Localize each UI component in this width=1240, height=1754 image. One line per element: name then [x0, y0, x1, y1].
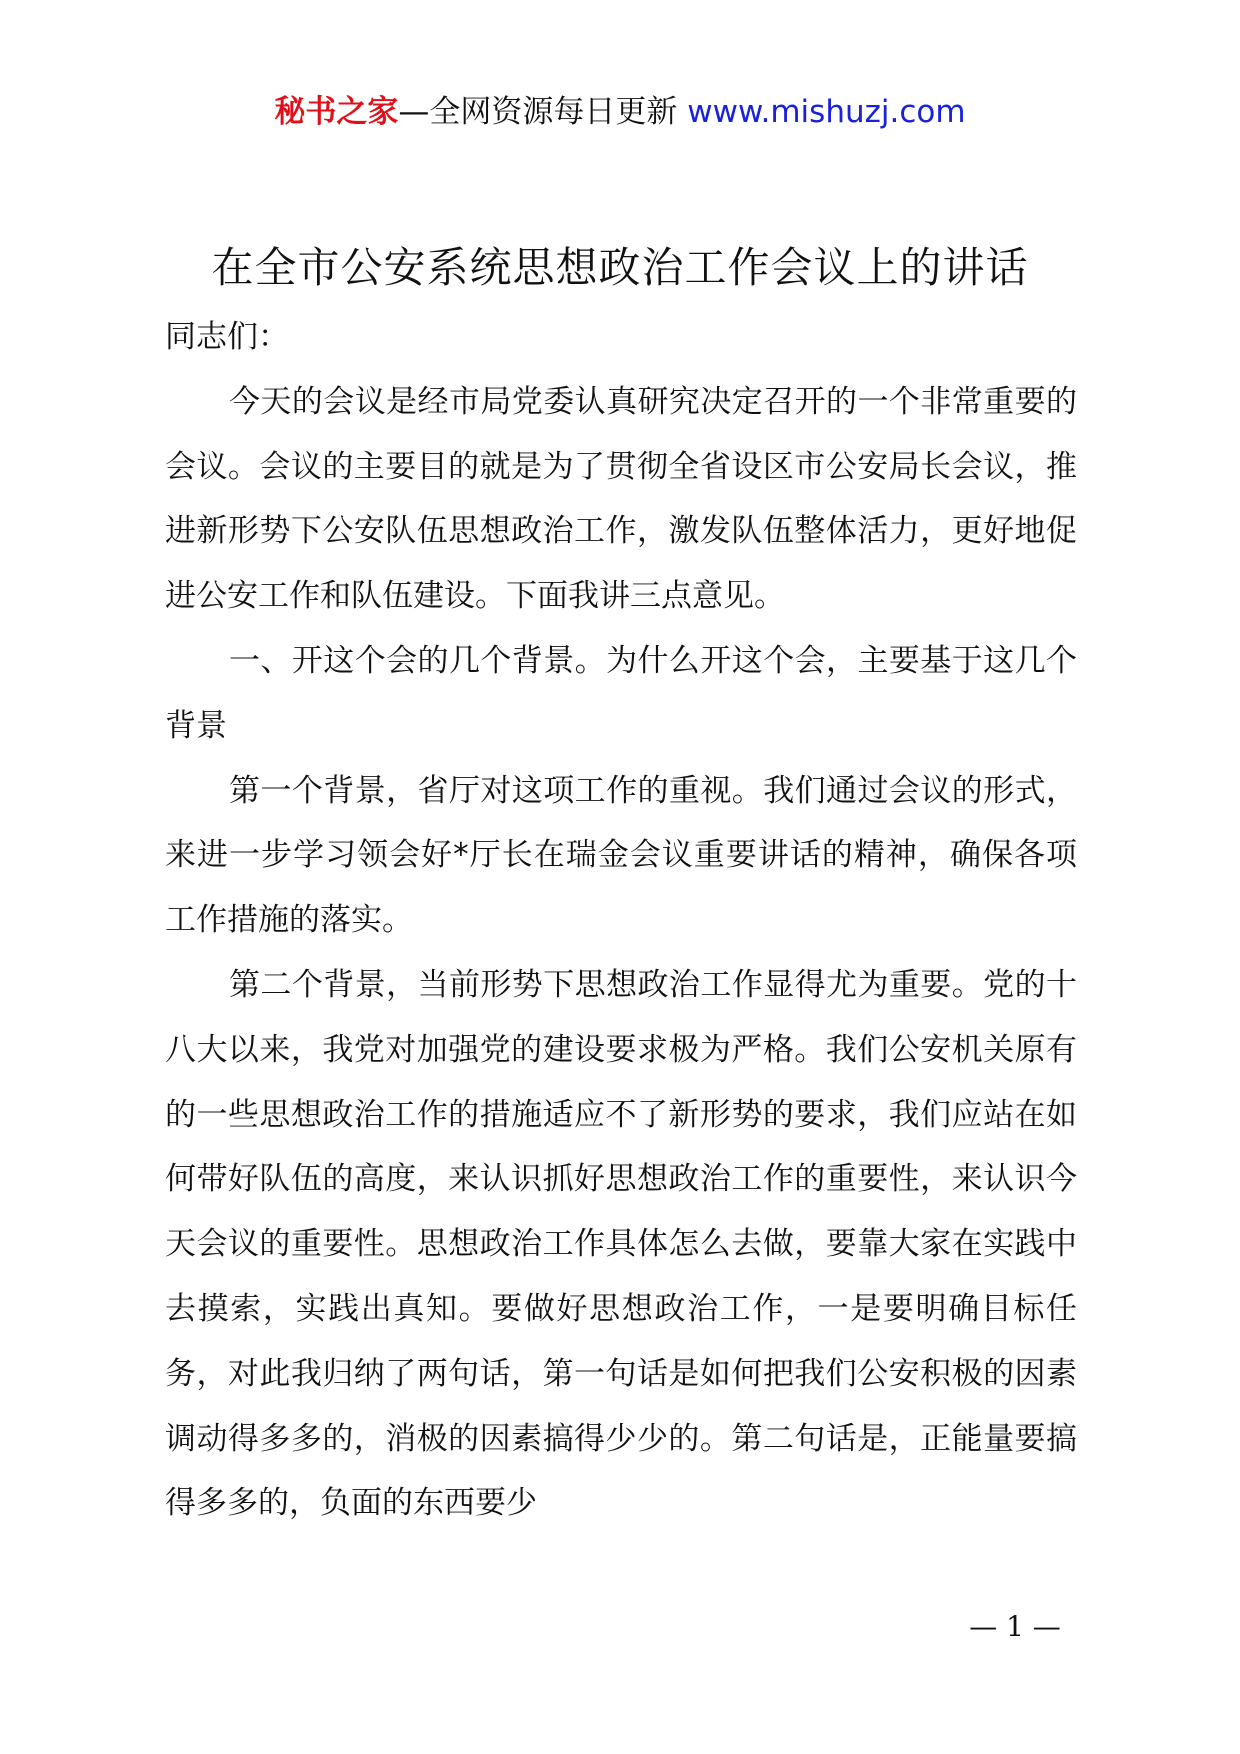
paragraph-background-1: 第一个背景，省厅对这项工作的重视。我们通过会议的形式，来进一步学习领会好*厅长在瑞金会议重要讲话的精神，确保各项工作措施的落实。 [165, 772, 1077, 939]
document-title: 在全市公安系统思想政治工作会议上的讲话 [211, 243, 1029, 292]
document-body [165, 305, 1077, 1536]
site-url-link[interactable]: www.mishuzj.com [687, 94, 966, 130]
page-number: — 1 — [969, 1610, 1061, 1643]
section-heading-1: 一、开这个会的几个背景。为什么开这个会，主要基于这几个背景 [165, 642, 1077, 744]
site-banner [0, 92, 1240, 132]
salutation: 同志们： [165, 319, 289, 355]
site-tagline: —全网资源每日更新 [398, 94, 688, 130]
site-brand: 秘书之家 [274, 94, 399, 130]
paragraph-intro: 今天的会议是经市局党委认真研究决定召开的一个非常重要的会议。会议的主要目的就是为了贯彻全省设区市公安局长会议，推进新形势下公安队伍思想政治工作，激发队伍整体活力，更好地促进公安工作和队伍建设。下面我讲三点意见。 [165, 383, 1077, 615]
paragraph-background-2: 第二个背景，当前形势下思想政治工作显得尤为重要。党的十八大以来，我党对加强党的建设要求极为严格。我们公安机关原有的一些思想政治工作的措施适应不了新形势的要求，我们应站在如何带好队伍的高度，来认识抓好思想政治工作的重要性，来认识今天会议的重要性。思想政治工作具体怎么去做，要靠大家在实践中去摸索，实践出真知。要做好思想政治工作，一是要明确目标任务，对此我归纳了两句话，第一句话是如何把我们公安积极的因素调动得多多的，消极的因素搞得少少的。第二句话是，正能量要搞得多多的，负面的东西要少 [165, 966, 1077, 1522]
